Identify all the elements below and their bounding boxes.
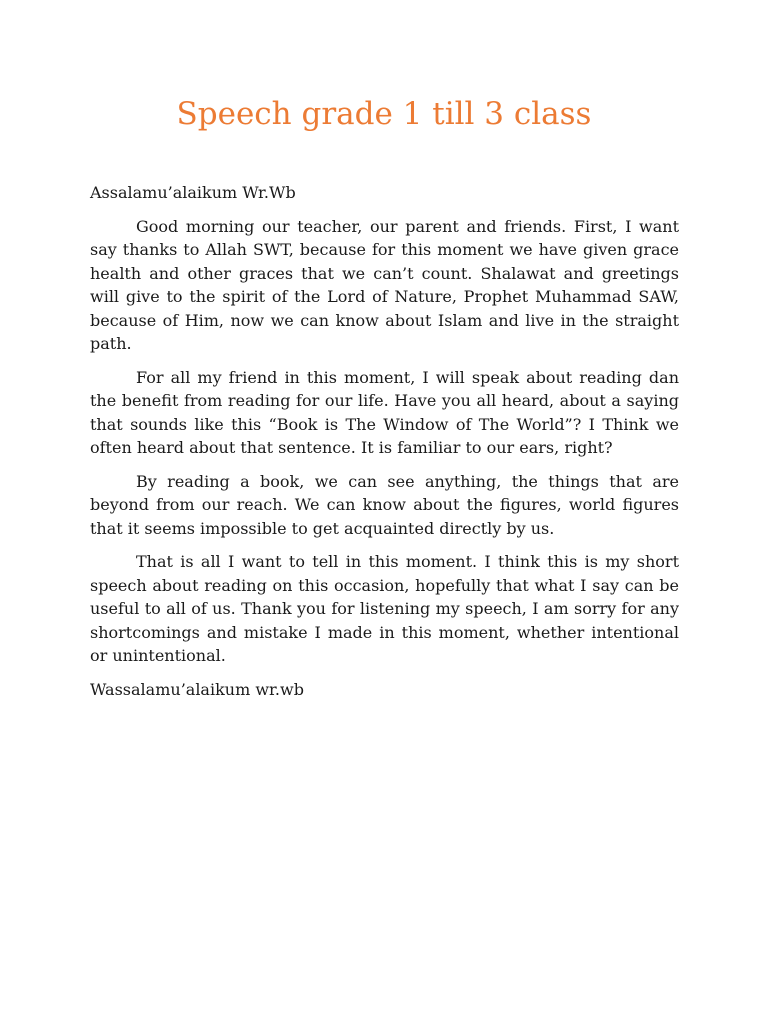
closing-line: Wassalamu’alaikum wr.wb	[90, 679, 304, 699]
document-title: Speech grade 1 till 3 class	[176, 96, 592, 132]
paragraph-opening: Good morning our teacher, our parent and friends. First, I want say thanks to Allah SWT, because for this moment we have given grace health and other graces that we can’t count. Shalawat and greetings will give to the spirit of the Lord of Nature, Prophet Muhammad SAW, because of Him, now we can know about Islam and live in the straight path.	[90, 216, 679, 353]
document-body	[90, 181, 679, 711]
greeting-line: Assalamu’alaikum Wr.Wb	[90, 183, 296, 202]
paragraph-benefit: By reading a book, we can see anything, the things that are beyond from our reach. We can know about the figures, world figures that it seems impossible to get acquainted directly by us.	[90, 471, 679, 538]
paragraph-topic: For all my friend in this moment, I will speak about reading dan the benefit from reading for our life. Have you all heard, about a saying that sounds like this “Book is The Window of The World”? I Think we often heard about that sentence. It is familiar to our ears, right?	[90, 367, 679, 457]
paragraph-closing-remarks: That is all I want to tell in this moment. I think this is my short speech about reading on this occasion, hopefully that what I say can be useful to all of us. Thank you for listening my speech, I am sorry for any shortcomings and mistake I made in this moment, whether intentional or unintentional.	[90, 552, 679, 665]
